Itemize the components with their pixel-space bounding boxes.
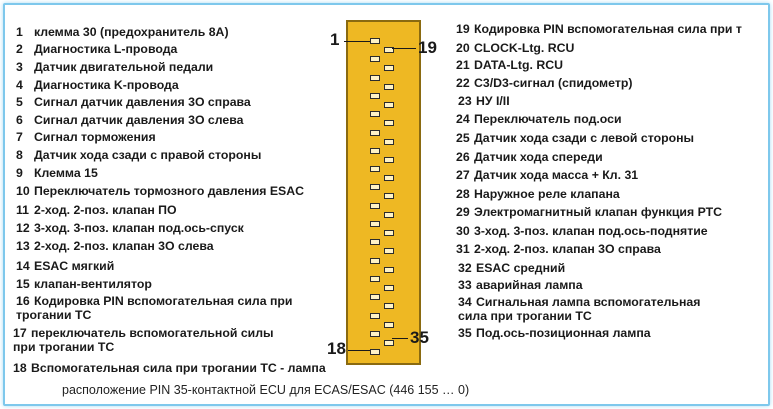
- pin-label-16: [16, 294, 292, 322]
- pin-description: 2-ход. 2-поз. клапан 3О слева: [34, 239, 214, 253]
- pin-description: Диагностика L-провода: [34, 42, 178, 56]
- connector-slot-left: [370, 166, 380, 172]
- connector-slot-left: [370, 148, 380, 154]
- pin-label-4: [16, 78, 179, 92]
- pin-description: Датчик двигательной педали: [34, 60, 214, 74]
- pin-number: 8: [16, 148, 23, 162]
- pin-label-28: [456, 187, 620, 201]
- diagram-caption: расположение PIN 35-контактной ECU для ECAS/ESAC (446 155 … 0): [62, 383, 470, 397]
- connector-slot-left: [370, 221, 380, 227]
- pin-label-1: [16, 25, 229, 39]
- connector-slot-right: [384, 102, 394, 108]
- callout-pin-35: 35: [410, 328, 429, 347]
- pin-number: 31: [456, 242, 470, 256]
- connector-slot-right: [384, 340, 394, 346]
- pin-description: Сигнал датчик давления 3О слева: [34, 113, 244, 127]
- pin-label-34: [458, 295, 700, 323]
- pin-label-35: [458, 326, 651, 340]
- pin-description: переключатель вспомогательной силы: [31, 326, 274, 340]
- pin-number: 35: [458, 326, 472, 340]
- pin-number: 34: [458, 295, 472, 309]
- pin-number: 9: [16, 166, 23, 180]
- pin-number: 19: [456, 22, 470, 36]
- pin-label-15: [16, 277, 152, 291]
- pin-description: Кодировка PIN вспомогательная сила при: [34, 294, 293, 308]
- pin-label-30: [456, 224, 708, 238]
- pin-label-12: [16, 221, 244, 235]
- pin-number: 7: [16, 130, 23, 144]
- pin-label-25: [456, 131, 694, 145]
- connector-slot-right: [384, 285, 394, 291]
- pin-label-18: [13, 361, 326, 375]
- pin-description: Под.ось-позиционная лампа: [476, 326, 651, 340]
- pin-label-2: [16, 42, 177, 56]
- connector-slot-left: [370, 93, 380, 99]
- pin-description-continued: трогании ТС: [16, 308, 92, 322]
- connector-slot-right: [384, 193, 394, 199]
- callout-pin-18: 18: [327, 339, 346, 358]
- pin-description-continued: при трогании ТС: [13, 340, 115, 354]
- pin-label-17: [13, 326, 274, 354]
- connector-slot-left: [370, 258, 380, 264]
- pin-description: Диагностика K-провода: [34, 78, 179, 92]
- pin-description: Датчик хода сзади с левой стороны: [474, 131, 695, 145]
- connector-slot-right: [384, 120, 394, 126]
- pin-number: 23: [458, 94, 472, 108]
- pin-number: 25: [456, 131, 470, 145]
- connector-slot-right: [384, 303, 394, 309]
- pin-label-5: [16, 95, 251, 109]
- pin-number: 1: [16, 25, 23, 39]
- pin-description: 3-ход. 3-поз. клапан под.ось-поднятие: [474, 224, 708, 238]
- pin-number: 20: [456, 41, 470, 55]
- pin-label-33: [458, 278, 583, 292]
- pin-description-continued: сила при трогании ТС: [458, 309, 592, 323]
- pin-description: ESAC мягкий: [34, 259, 115, 273]
- pin-number: 24: [456, 112, 470, 126]
- pin-label-14: [16, 259, 114, 273]
- connector-slot-left: [370, 349, 380, 355]
- pin-number: 2: [16, 42, 23, 56]
- connector-slot-right: [384, 230, 394, 236]
- connector-slot-left: [370, 276, 380, 282]
- pin-number: 26: [456, 150, 470, 164]
- connector-slot-right: [384, 157, 394, 163]
- pin-number: 32: [458, 261, 472, 275]
- pin-description: аварийная лампа: [476, 278, 583, 292]
- pin-description: CLOCK-Ltg. RCU: [474, 41, 575, 55]
- pin-label-6: [16, 113, 244, 127]
- connector-slot-left: [370, 38, 380, 44]
- connector-slot-right: [384, 175, 394, 181]
- connector-slot-right: [384, 139, 394, 145]
- connector-slot-right: [384, 322, 394, 328]
- connector-slot-left: [370, 313, 380, 319]
- connector-slot-left: [370, 56, 380, 62]
- pin-label-20: [456, 41, 574, 55]
- pin-description: НУ I/II: [476, 94, 510, 108]
- pin-number: 11: [16, 203, 29, 217]
- pin-number: 3: [16, 60, 23, 74]
- pin-label-23: [458, 94, 510, 108]
- pin-number: 18: [13, 361, 27, 375]
- pin-description: Сигнальная лампа вспомогательная: [476, 295, 701, 309]
- pin-description: Датчик хода сзади с правой стороны: [34, 148, 262, 162]
- pin-description: Клемма 15: [34, 166, 98, 180]
- pin-number: 6: [16, 113, 23, 127]
- pin-number: 13: [16, 239, 30, 253]
- ecu-connector: [346, 20, 421, 365]
- pin-number: 10: [16, 184, 30, 198]
- pin-label-13: [16, 239, 214, 253]
- pin-description: Сигнал датчик давления 3О справа: [34, 95, 251, 109]
- connector-slot-left: [370, 184, 380, 190]
- pin-label-8: [16, 148, 261, 162]
- pin-number: 17: [13, 326, 27, 340]
- pin-description: Датчик хода спереди: [474, 150, 603, 164]
- pin-description: Датчик хода масса + Кл. 31: [474, 168, 639, 182]
- pin-number: 4: [16, 78, 23, 92]
- pin-label-24: [456, 112, 622, 126]
- pin-description: 2-ход. 2-поз. клапан ПО: [34, 203, 177, 217]
- connector-slot-right: [384, 212, 394, 218]
- pin-description: Наружное реле клапана: [474, 187, 620, 201]
- pin-label-22: [456, 76, 632, 90]
- pin-number: 33: [458, 278, 472, 292]
- pin-label-31: [456, 242, 661, 256]
- pin-description: DATA-Ltg. RCU: [474, 58, 564, 72]
- pin-label-10: [16, 184, 304, 198]
- connector-slot-left: [370, 294, 380, 300]
- connector-slot-right: [384, 65, 394, 71]
- pin-label-3: [16, 60, 213, 74]
- pin-number: 16: [16, 294, 30, 308]
- pin-label-27: [456, 168, 638, 182]
- pin-number: 22: [456, 76, 470, 90]
- callout-pin-35-leader: [392, 338, 408, 339]
- pin-label-11: [16, 203, 177, 217]
- pin-description: Кодировка PIN вспомогательная сила при т: [474, 22, 742, 36]
- callout-pin-1: 1: [330, 30, 340, 49]
- pin-description: Сигнал торможения: [34, 130, 156, 144]
- pin-label-19: [456, 22, 742, 36]
- connector-slot-right: [384, 248, 394, 254]
- connector-slot-left: [370, 75, 380, 81]
- pin-description: Переключатель тормозного давления ESAC: [34, 184, 305, 198]
- connector-slot-left: [370, 130, 380, 136]
- pin-number: 14: [16, 259, 30, 273]
- pin-description: ESAC средний: [476, 261, 566, 275]
- connector-slot-left: [370, 111, 380, 117]
- pin-number: 30: [456, 224, 470, 238]
- pin-description: Вспомогательная сила при трогании ТС - лампа: [31, 361, 326, 375]
- pin-number: 21: [456, 58, 470, 72]
- pin-number: 15: [16, 277, 30, 291]
- pin-number: 5: [16, 95, 23, 109]
- pin-label-9: [16, 166, 98, 180]
- pin-description: 2-ход. 2-поз. клапан 3О справа: [474, 242, 661, 256]
- connector-slot-left: [370, 239, 380, 245]
- connector-slot-left: [370, 203, 380, 209]
- callout-pin-19-leader: [392, 48, 416, 49]
- connector-slot-right: [384, 267, 394, 273]
- connector-slot-left: [370, 331, 380, 337]
- callout-pin-18-leader: [348, 350, 370, 351]
- pin-description: C3/D3-сигнал (спидометр): [474, 76, 633, 90]
- pin-number: 27: [456, 168, 470, 182]
- pin-description: клемма 30 (предохранитель 8A): [34, 25, 229, 39]
- pin-label-7: [16, 130, 156, 144]
- callout-pin-1-leader: [344, 41, 370, 42]
- pin-description: Электромагнитный клапан функция РТС: [474, 205, 723, 219]
- pin-number: 28: [456, 187, 470, 201]
- pin-description: клапан-вентилятор: [34, 277, 152, 291]
- pin-number: 12: [16, 221, 30, 235]
- connector-slot-right: [384, 84, 394, 90]
- pin-number: 29: [456, 205, 470, 219]
- pin-label-21: [456, 58, 563, 72]
- callout-pin-19: 19: [418, 38, 437, 57]
- pin-label-26: [456, 150, 603, 164]
- pin-description: 3-ход. 3-поз. клапан под.ось-спуск: [34, 221, 244, 235]
- pin-label-32: [458, 261, 565, 275]
- pin-label-29: [456, 205, 722, 219]
- pin-description: Переключатель под.оси: [474, 112, 622, 126]
